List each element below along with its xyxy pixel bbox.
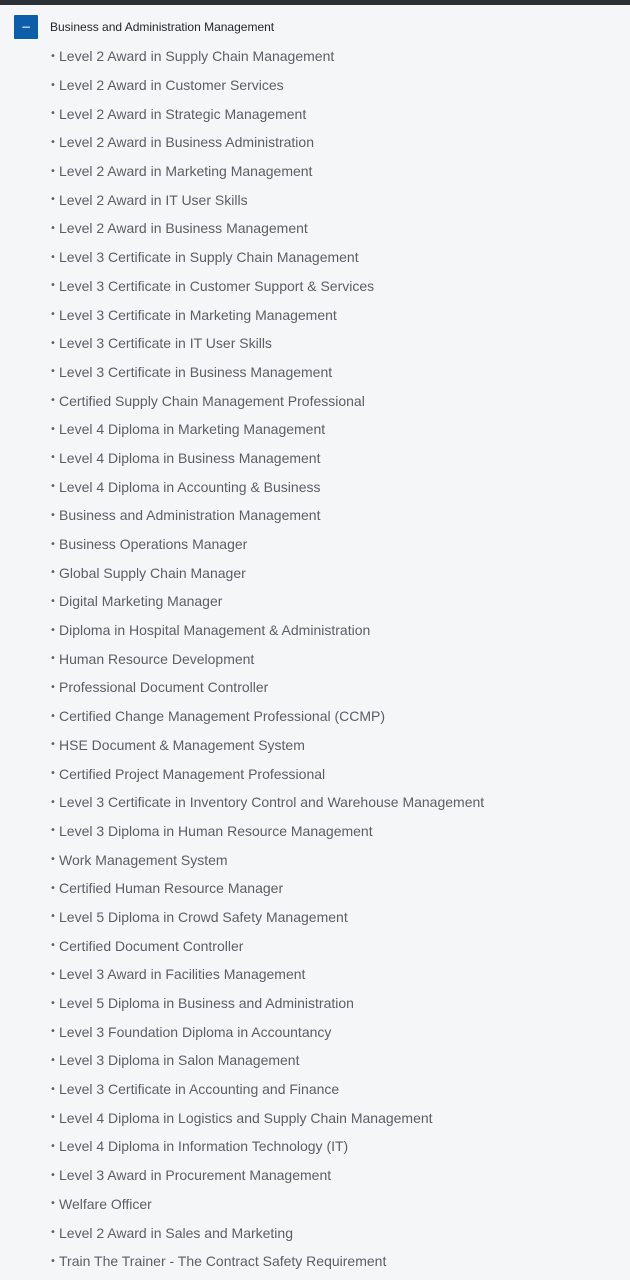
bullet-icon: • bbox=[50, 165, 56, 177]
course-label[interactable]: Work Management System bbox=[59, 851, 228, 868]
course-list-item[interactable] bbox=[50, 989, 484, 1018]
course-list-item[interactable] bbox=[50, 358, 484, 387]
bullet-icon: • bbox=[50, 595, 56, 607]
course-list-item[interactable] bbox=[50, 472, 484, 501]
bullet-icon: • bbox=[50, 108, 56, 120]
course-list-item[interactable] bbox=[50, 759, 484, 788]
bullet-icon: • bbox=[50, 968, 56, 980]
bullet-icon: • bbox=[50, 567, 56, 579]
bullet-icon: • bbox=[50, 222, 56, 234]
course-label[interactable]: Level 3 Diploma in Salon Management bbox=[59, 1052, 300, 1069]
course-label[interactable]: Level 2 Award in Business Administration bbox=[59, 134, 314, 151]
bullet-icon: • bbox=[50, 681, 56, 693]
collapse-toggle-button[interactable] bbox=[14, 15, 38, 39]
course-list-item[interactable] bbox=[50, 1247, 484, 1276]
bullet-icon: • bbox=[50, 395, 56, 407]
bullet-icon: • bbox=[50, 481, 56, 493]
course-list-item[interactable] bbox=[50, 644, 484, 673]
course-label[interactable]: Level 2 Award in Strategic Management bbox=[59, 105, 307, 122]
course-list-item[interactable] bbox=[50, 1161, 484, 1190]
bullet-icon: • bbox=[50, 1112, 56, 1124]
course-list bbox=[50, 42, 484, 1276]
course-list-item[interactable] bbox=[50, 329, 484, 358]
course-label[interactable]: HSE Document & Management System bbox=[59, 736, 305, 753]
bullet-icon: • bbox=[50, 624, 56, 636]
course-label[interactable]: Certified Project Management Professional bbox=[59, 765, 326, 782]
bullet-icon: • bbox=[50, 79, 56, 91]
course-list-item[interactable] bbox=[50, 1017, 484, 1046]
course-label[interactable]: Level 3 Certificate in IT User Skills bbox=[59, 335, 272, 352]
course-label[interactable]: Level 4 Diploma in Logistics and Supply Chain Management bbox=[59, 1109, 433, 1126]
course-list-item[interactable] bbox=[50, 300, 484, 329]
course-label[interactable]: Welfare Officer bbox=[59, 1195, 152, 1212]
course-list-item[interactable] bbox=[50, 845, 484, 874]
course-list-item[interactable] bbox=[50, 157, 484, 186]
course-list-item[interactable] bbox=[50, 128, 484, 157]
bullet-icon: • bbox=[50, 1169, 56, 1181]
course-label[interactable]: Global Supply Chain Manager bbox=[59, 564, 246, 581]
bullet-icon: • bbox=[50, 136, 56, 148]
course-list-item[interactable] bbox=[50, 874, 484, 903]
course-list-item[interactable] bbox=[50, 530, 484, 559]
course-list-item[interactable] bbox=[50, 386, 484, 415]
course-label[interactable]: Level 3 Certificate in Customer Support & Services bbox=[59, 277, 375, 294]
course-label[interactable]: Human Resource Development bbox=[59, 650, 255, 667]
course-list-item[interactable] bbox=[50, 1132, 484, 1161]
course-list-item[interactable] bbox=[50, 272, 484, 301]
course-label[interactable]: Certified Supply Chain Management Professional bbox=[59, 392, 365, 409]
course-list-item[interactable] bbox=[50, 42, 484, 71]
course-label[interactable]: Level 3 Diploma in Human Resource Management bbox=[59, 822, 373, 839]
course-label[interactable]: Diploma in Hospital Management & Administration bbox=[59, 622, 371, 639]
course-label[interactable]: Level 3 Certificate in Inventory Control and Warehouse Management bbox=[59, 794, 485, 811]
bullet-icon: • bbox=[50, 1255, 56, 1267]
course-list-item[interactable] bbox=[50, 214, 484, 243]
course-list-item[interactable] bbox=[50, 501, 484, 530]
course-label[interactable]: Level 2 Award in Supply Chain Management bbox=[59, 48, 335, 65]
course-label[interactable]: Train The Trainer - The Contract Safety Requirement bbox=[59, 1253, 387, 1270]
course-list-item[interactable] bbox=[50, 1075, 484, 1104]
course-label[interactable]: Level 3 Foundation Diploma in Accountancy bbox=[59, 1023, 332, 1040]
bullet-icon: • bbox=[50, 1198, 56, 1210]
bullet-icon: • bbox=[50, 653, 56, 665]
course-list-item[interactable] bbox=[50, 673, 484, 702]
bullet-icon: • bbox=[50, 710, 56, 722]
course-label[interactable]: Level 4 Diploma in Marketing Management bbox=[59, 421, 326, 438]
bullet-icon: • bbox=[50, 739, 56, 751]
course-list-item[interactable] bbox=[50, 1218, 484, 1247]
course-label[interactable]: Level 4 Diploma in Information Technology (IT) bbox=[59, 1138, 349, 1155]
bullet-icon: • bbox=[50, 997, 56, 1009]
course-list-item[interactable] bbox=[50, 702, 484, 731]
bullet-icon: • bbox=[50, 280, 56, 292]
course-list-item[interactable] bbox=[50, 931, 484, 960]
section-header bbox=[14, 15, 274, 39]
bullet-icon: • bbox=[50, 768, 56, 780]
course-label[interactable]: Level 3 Certificate in Business Management bbox=[59, 363, 333, 380]
course-list-item[interactable] bbox=[50, 1046, 484, 1075]
bullet-icon: • bbox=[50, 940, 56, 952]
bullet-icon: • bbox=[50, 911, 56, 923]
course-label[interactable]: Level 4 Diploma in Accounting & Business bbox=[59, 478, 321, 495]
course-list-item[interactable] bbox=[50, 817, 484, 846]
bullet-icon: • bbox=[50, 1026, 56, 1038]
bullet-icon: • bbox=[50, 194, 56, 206]
course-label[interactable]: Level 3 Certificate in Marketing Management bbox=[59, 306, 337, 323]
bullet-icon: • bbox=[50, 337, 56, 349]
course-list-item[interactable] bbox=[50, 444, 484, 473]
bullet-icon: • bbox=[50, 1227, 56, 1239]
course-list-item[interactable] bbox=[50, 731, 484, 760]
course-label[interactable]: Certified Document Controller bbox=[59, 937, 244, 954]
course-list-item[interactable] bbox=[50, 960, 484, 989]
bullet-icon: • bbox=[50, 1083, 56, 1095]
bullet-icon: • bbox=[50, 452, 56, 464]
bullet-icon: • bbox=[50, 538, 56, 550]
course-label[interactable]: Level 2 Award in Marketing Management bbox=[59, 163, 313, 180]
top-bar bbox=[0, 0, 630, 5]
bullet-icon: • bbox=[50, 854, 56, 866]
bullet-icon: • bbox=[50, 796, 56, 808]
course-label[interactable]: Certified Change Management Professional (CCMP) bbox=[59, 708, 386, 725]
course-list-item[interactable] bbox=[50, 415, 484, 444]
minus-icon: − bbox=[20, 20, 32, 34]
section-title: Business and Administration Management bbox=[50, 20, 275, 34]
course-label[interactable]: Business and Administration Management bbox=[59, 507, 321, 524]
bullet-icon: • bbox=[50, 509, 56, 521]
course-list-item[interactable] bbox=[50, 243, 484, 272]
bullet-icon: • bbox=[50, 825, 56, 837]
course-list-item[interactable] bbox=[50, 788, 484, 817]
course-list-item[interactable] bbox=[50, 587, 484, 616]
course-list-item[interactable] bbox=[50, 1190, 484, 1219]
course-list-item[interactable] bbox=[50, 903, 484, 932]
bullet-icon: • bbox=[50, 50, 56, 62]
course-label[interactable]: Level 5 Diploma in Business and Administration bbox=[59, 995, 354, 1012]
course-label[interactable]: Level 5 Diploma in Crowd Safety Management bbox=[59, 908, 348, 925]
course-label[interactable]: Professional Document Controller bbox=[59, 679, 269, 696]
course-list-item[interactable] bbox=[50, 71, 484, 100]
course-label[interactable]: Level 2 Award in Sales and Marketing bbox=[59, 1224, 293, 1241]
course-label[interactable]: Level 3 Award in Procurement Management bbox=[59, 1167, 332, 1184]
course-label[interactable]: Level 2 Award in Customer Services bbox=[59, 77, 284, 94]
course-list-item[interactable] bbox=[50, 616, 484, 645]
bullet-icon: • bbox=[50, 1140, 56, 1152]
course-label[interactable]: Level 4 Diploma in Business Management bbox=[59, 449, 321, 466]
course-label[interactable]: Level 2 Award in Business Management bbox=[59, 220, 308, 237]
course-label[interactable]: Level 3 Certificate in Accounting and Finance bbox=[59, 1081, 340, 1098]
bullet-icon: • bbox=[50, 1054, 56, 1066]
bullet-icon: • bbox=[50, 251, 56, 263]
course-label[interactable]: Level 2 Award in IT User Skills bbox=[59, 191, 248, 208]
course-label[interactable]: Level 3 Award in Facilities Management bbox=[59, 966, 306, 983]
course-list-item[interactable] bbox=[50, 558, 484, 587]
course-label[interactable]: Certified Human Resource Manager bbox=[59, 880, 284, 897]
course-list-item[interactable] bbox=[50, 99, 484, 128]
course-list-item[interactable] bbox=[50, 1103, 484, 1132]
course-label[interactable]: Digital Marketing Manager bbox=[59, 593, 223, 610]
course-label[interactable]: Business Operations Manager bbox=[59, 536, 248, 553]
bullet-icon: • bbox=[50, 366, 56, 378]
bullet-icon: • bbox=[50, 423, 56, 435]
course-list-item[interactable] bbox=[50, 185, 484, 214]
bullet-icon: • bbox=[50, 882, 56, 894]
course-label[interactable]: Level 3 Certificate in Supply Chain Management bbox=[59, 249, 359, 266]
bullet-icon: • bbox=[50, 309, 56, 321]
